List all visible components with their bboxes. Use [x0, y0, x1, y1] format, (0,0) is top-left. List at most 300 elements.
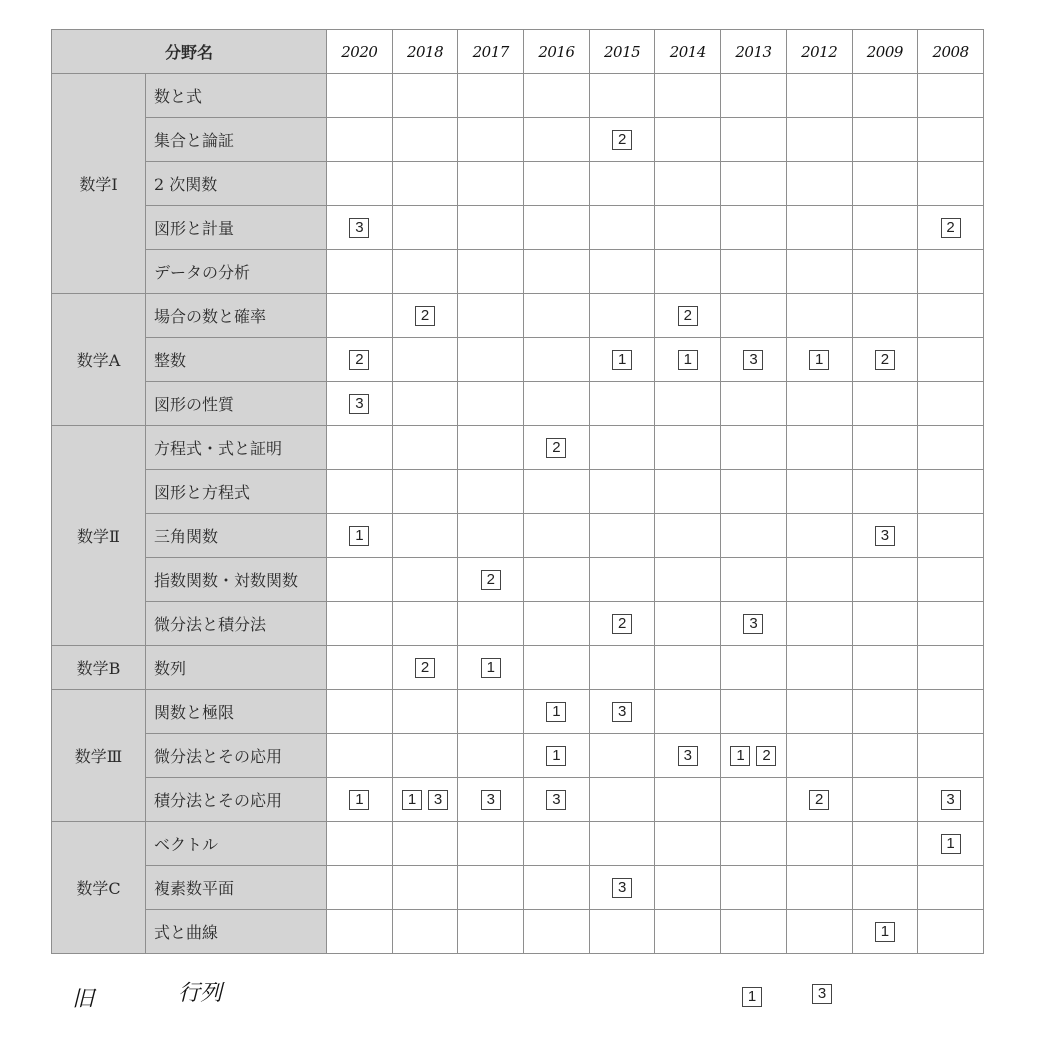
year-cell [327, 250, 393, 294]
year-cell [524, 206, 590, 250]
year-cell [392, 910, 458, 954]
year-cell [786, 118, 852, 162]
year-cell [589, 690, 655, 734]
year-cell [852, 250, 918, 294]
year-cell [327, 382, 393, 426]
topic-label: 指数関数・対数関数 [146, 558, 327, 602]
year-cell [786, 250, 852, 294]
topic-label: 集合と論証 [146, 118, 327, 162]
year-cell [458, 74, 524, 118]
question-number-badge: 3 [612, 878, 632, 898]
topic-label: 図形の性質 [146, 382, 327, 426]
year-cell [458, 602, 524, 646]
table-row [52, 690, 984, 734]
year-cell [327, 602, 393, 646]
year-cell [458, 250, 524, 294]
year-cell [655, 602, 721, 646]
year-cell [392, 382, 458, 426]
year-cell [458, 470, 524, 514]
question-number-badge: 1 [546, 702, 566, 722]
question-number-badge: 1 [349, 526, 369, 546]
question-number-badge: 3 [546, 790, 566, 810]
year-cell [918, 338, 984, 382]
table-row [52, 206, 984, 250]
question-number-badge: 3 [743, 614, 763, 634]
year-cell [852, 470, 918, 514]
year-cell [327, 646, 393, 690]
year-cell [589, 822, 655, 866]
year-header: 2009 [852, 30, 918, 74]
year-cell [392, 470, 458, 514]
year-cell [458, 910, 524, 954]
year-cell [852, 118, 918, 162]
year-cell [852, 734, 918, 778]
year-cell [327, 470, 393, 514]
year-cell [458, 514, 524, 558]
year-cell [589, 558, 655, 602]
year-cell [786, 206, 852, 250]
year-cell [918, 646, 984, 690]
year-cell [327, 426, 393, 470]
year-cell [852, 426, 918, 470]
year-cell [589, 470, 655, 514]
year-cell [524, 690, 590, 734]
year-cell [918, 690, 984, 734]
table-row [52, 250, 984, 294]
year-cell [392, 162, 458, 206]
question-number-badge: 1 [941, 834, 961, 854]
year-cell [327, 74, 393, 118]
year-cell [786, 866, 852, 910]
year-cell [392, 866, 458, 910]
year-cell [458, 118, 524, 162]
topic-label: データの分析 [146, 250, 327, 294]
year-cell [655, 162, 721, 206]
question-number-badge: 3 [349, 394, 369, 414]
year-cell [721, 822, 787, 866]
topic-label: 微分法と積分法 [146, 602, 327, 646]
question-number-badge: 3 [428, 790, 448, 810]
year-cell [918, 426, 984, 470]
question-number-badge: 1 [809, 350, 829, 370]
topic-label: 図形と方程式 [146, 470, 327, 514]
year-cell [524, 734, 590, 778]
subject-category: 数学Ⅲ [52, 690, 146, 822]
year-cell [721, 558, 787, 602]
table-row [52, 382, 984, 426]
year-cell [655, 426, 721, 470]
question-number-badge: 3 [678, 746, 698, 766]
year-cell [721, 646, 787, 690]
year-cell [524, 470, 590, 514]
question-number-badge: 1 [875, 922, 895, 942]
year-cell [918, 558, 984, 602]
topic-label: 積分法とその応用 [146, 778, 327, 822]
table-row [52, 162, 984, 206]
year-cell [918, 866, 984, 910]
year-cell [786, 514, 852, 558]
year-cell [852, 74, 918, 118]
year-cell [721, 118, 787, 162]
year-cell [852, 778, 918, 822]
question-number-badge: 2 [415, 658, 435, 678]
year-cell [786, 910, 852, 954]
topic-label: 2 次関数 [146, 162, 327, 206]
year-cell [458, 162, 524, 206]
exam-topic-table [51, 29, 984, 954]
year-cell [786, 558, 852, 602]
table-row [52, 338, 984, 382]
topic-label: 複素数平面 [146, 866, 327, 910]
year-cell [721, 514, 787, 558]
year-cell [327, 162, 393, 206]
year-cell [458, 382, 524, 426]
year-cell [852, 602, 918, 646]
table-row [52, 778, 984, 822]
topic-label: 図形と計量 [146, 206, 327, 250]
question-number-badge: 1 [730, 746, 750, 766]
year-cell [392, 646, 458, 690]
topic-label: 式と曲線 [146, 910, 327, 954]
year-header: 2008 [918, 30, 984, 74]
table-row [52, 822, 984, 866]
year-cell [458, 294, 524, 338]
question-number-badge: 3 [612, 702, 632, 722]
year-cell [524, 162, 590, 206]
question-number-badge: 2 [678, 306, 698, 326]
year-cell [589, 646, 655, 690]
table-row [52, 734, 984, 778]
year-cell [721, 162, 787, 206]
year-cell [392, 690, 458, 734]
question-number-badge: 1 [612, 350, 632, 370]
table-row [52, 514, 984, 558]
year-cell [721, 734, 787, 778]
year-cell [589, 250, 655, 294]
question-number-badge: 3 [812, 984, 832, 1004]
question-number-badge: 3 [941, 790, 961, 810]
year-cell [327, 690, 393, 734]
subject-category: 数学A [52, 294, 146, 426]
matrix-note: 行列 [178, 981, 223, 1006]
year-cell [524, 866, 590, 910]
year-header: 2020 [327, 30, 393, 74]
year-cell [852, 514, 918, 558]
year-cell [786, 426, 852, 470]
year-cell [327, 734, 393, 778]
year-cell [786, 734, 852, 778]
subject-category: 数学Ⅱ [52, 426, 146, 646]
year-cell [786, 822, 852, 866]
year-header: 2015 [589, 30, 655, 74]
year-cell [524, 822, 590, 866]
question-number-badge: 2 [546, 438, 566, 458]
year-cell [852, 866, 918, 910]
year-cell [721, 470, 787, 514]
year-cell [786, 338, 852, 382]
topic-label: 方程式・式と証明 [146, 426, 327, 470]
year-cell [458, 734, 524, 778]
year-cell [458, 338, 524, 382]
year-header: 2013 [721, 30, 787, 74]
topic-label: 場合の数と確率 [146, 294, 327, 338]
year-cell [392, 426, 458, 470]
table-row [52, 602, 984, 646]
year-cell [327, 118, 393, 162]
question-number-badge: 2 [875, 350, 895, 370]
topic-label: 数列 [146, 646, 327, 690]
year-cell [721, 690, 787, 734]
year-cell [852, 162, 918, 206]
header-row [52, 30, 984, 74]
year-cell [655, 822, 721, 866]
year-cell [589, 734, 655, 778]
subject-category: 数学C [52, 822, 146, 954]
year-cell [721, 426, 787, 470]
question-number-badge: 2 [349, 350, 369, 370]
year-cell [918, 162, 984, 206]
year-cell [392, 514, 458, 558]
year-cell [655, 206, 721, 250]
topic-label: 関数と極限 [146, 690, 327, 734]
year-cell [786, 162, 852, 206]
year-cell [392, 558, 458, 602]
year-cell [458, 426, 524, 470]
subject-category: 数学B [52, 646, 146, 690]
subject-category: 数学Ⅰ [52, 74, 146, 294]
year-header: 2012 [786, 30, 852, 74]
extra-badge-2013 [739, 986, 765, 1007]
year-cell [655, 118, 721, 162]
year-cell [918, 910, 984, 954]
year-cell [524, 250, 590, 294]
question-number-badge: 3 [875, 526, 895, 546]
field-name-header: 分野名 [52, 30, 327, 74]
table-row [52, 910, 984, 954]
table-row [52, 558, 984, 602]
question-number-badge: 3 [349, 218, 369, 238]
year-cell [655, 514, 721, 558]
year-header: 2018 [392, 30, 458, 74]
year-cell [918, 382, 984, 426]
year-cell [786, 74, 852, 118]
year-header: 2017 [458, 30, 524, 74]
year-cell [392, 118, 458, 162]
question-number-badge: 2 [481, 570, 501, 590]
year-cell [655, 558, 721, 602]
year-cell [721, 910, 787, 954]
year-cell [655, 690, 721, 734]
question-number-badge: 1 [678, 350, 698, 370]
year-cell [852, 206, 918, 250]
table-row [52, 426, 984, 470]
year-cell [852, 910, 918, 954]
question-number-badge: 1 [349, 790, 369, 810]
table-row [52, 646, 984, 690]
question-number-badge: 2 [756, 746, 776, 766]
year-cell [721, 250, 787, 294]
extra-badge-2012 [809, 983, 835, 1004]
year-cell [524, 646, 590, 690]
year-cell [524, 910, 590, 954]
year-cell [327, 778, 393, 822]
topic-label: 三角関数 [146, 514, 327, 558]
year-cell [918, 206, 984, 250]
year-cell [392, 734, 458, 778]
year-cell [721, 338, 787, 382]
year-cell [655, 646, 721, 690]
year-cell [392, 250, 458, 294]
topic-label: 数と式 [146, 74, 327, 118]
year-cell [589, 514, 655, 558]
question-number-badge: 3 [743, 350, 763, 370]
table-row [52, 74, 984, 118]
question-number-badge: 2 [941, 218, 961, 238]
year-cell [655, 734, 721, 778]
year-cell [852, 294, 918, 338]
year-cell [392, 206, 458, 250]
year-cell [458, 866, 524, 910]
year-cell [655, 866, 721, 910]
year-cell [918, 250, 984, 294]
year-cell [918, 602, 984, 646]
year-cell [524, 514, 590, 558]
question-number-badge: 1 [546, 746, 566, 766]
year-cell [918, 734, 984, 778]
year-cell [721, 602, 787, 646]
topic-label: 微分法とその応用 [146, 734, 327, 778]
year-cell [852, 646, 918, 690]
question-number-badge: 2 [809, 790, 829, 810]
year-cell [524, 338, 590, 382]
year-cell [589, 426, 655, 470]
year-cell [852, 558, 918, 602]
year-cell [721, 778, 787, 822]
year-cell [721, 866, 787, 910]
question-number-badge: 3 [481, 790, 501, 810]
year-cell [458, 646, 524, 690]
year-cell [721, 74, 787, 118]
year-cell [589, 118, 655, 162]
year-cell [524, 778, 590, 822]
year-cell [918, 470, 984, 514]
year-cell [589, 206, 655, 250]
year-cell [458, 558, 524, 602]
year-cell [786, 470, 852, 514]
year-cell [589, 910, 655, 954]
year-cell [852, 338, 918, 382]
year-cell [655, 74, 721, 118]
table-row [52, 470, 984, 514]
year-cell [327, 338, 393, 382]
year-cell [786, 778, 852, 822]
year-cell [327, 206, 393, 250]
year-cell [786, 294, 852, 338]
question-number-badge: 1 [481, 658, 501, 678]
year-cell [327, 558, 393, 602]
topic-label: 整数 [146, 338, 327, 382]
year-cell [852, 822, 918, 866]
year-cell [458, 690, 524, 734]
year-cell [392, 822, 458, 866]
year-cell [524, 294, 590, 338]
year-cell [589, 602, 655, 646]
question-number-badge: 1 [402, 790, 422, 810]
year-cell [524, 382, 590, 426]
year-cell [589, 866, 655, 910]
year-cell [786, 602, 852, 646]
year-cell [786, 646, 852, 690]
year-cell [589, 382, 655, 426]
year-cell [918, 294, 984, 338]
year-cell [524, 74, 590, 118]
year-cell [589, 294, 655, 338]
question-number-badge: 2 [612, 130, 632, 150]
year-cell [458, 822, 524, 866]
year-cell [327, 866, 393, 910]
year-cell [524, 426, 590, 470]
year-cell [655, 250, 721, 294]
year-cell [589, 74, 655, 118]
table-row [52, 866, 984, 910]
year-cell [655, 778, 721, 822]
table-row [52, 118, 984, 162]
table-row [52, 294, 984, 338]
year-cell [655, 338, 721, 382]
year-cell [327, 294, 393, 338]
year-header: 2016 [524, 30, 590, 74]
old-curriculum-note: 旧 [72, 987, 95, 1012]
year-cell [589, 778, 655, 822]
year-cell [327, 910, 393, 954]
question-number-badge: 2 [612, 614, 632, 634]
year-cell [392, 74, 458, 118]
year-cell [655, 294, 721, 338]
year-cell [524, 558, 590, 602]
year-cell [918, 822, 984, 866]
year-cell [392, 294, 458, 338]
question-number-badge: 1 [742, 987, 762, 1007]
year-cell [327, 822, 393, 866]
year-cell [655, 470, 721, 514]
year-cell [721, 382, 787, 426]
year-cell [852, 690, 918, 734]
year-cell [458, 206, 524, 250]
year-cell [918, 778, 984, 822]
topic-label: ベクトル [146, 822, 327, 866]
year-cell [392, 602, 458, 646]
year-header: 2014 [655, 30, 721, 74]
year-cell [655, 382, 721, 426]
year-cell [918, 514, 984, 558]
table-body [52, 74, 984, 954]
question-number-badge: 2 [415, 306, 435, 326]
year-cell [524, 118, 590, 162]
year-cell [458, 778, 524, 822]
year-cell [392, 778, 458, 822]
year-cell [327, 514, 393, 558]
year-cell [918, 74, 984, 118]
year-cell [852, 382, 918, 426]
year-cell [589, 338, 655, 382]
year-cell [786, 382, 852, 426]
year-cell [918, 118, 984, 162]
year-cell [589, 162, 655, 206]
year-cell [524, 602, 590, 646]
year-cell [655, 910, 721, 954]
year-cell [392, 338, 458, 382]
year-cell [786, 690, 852, 734]
